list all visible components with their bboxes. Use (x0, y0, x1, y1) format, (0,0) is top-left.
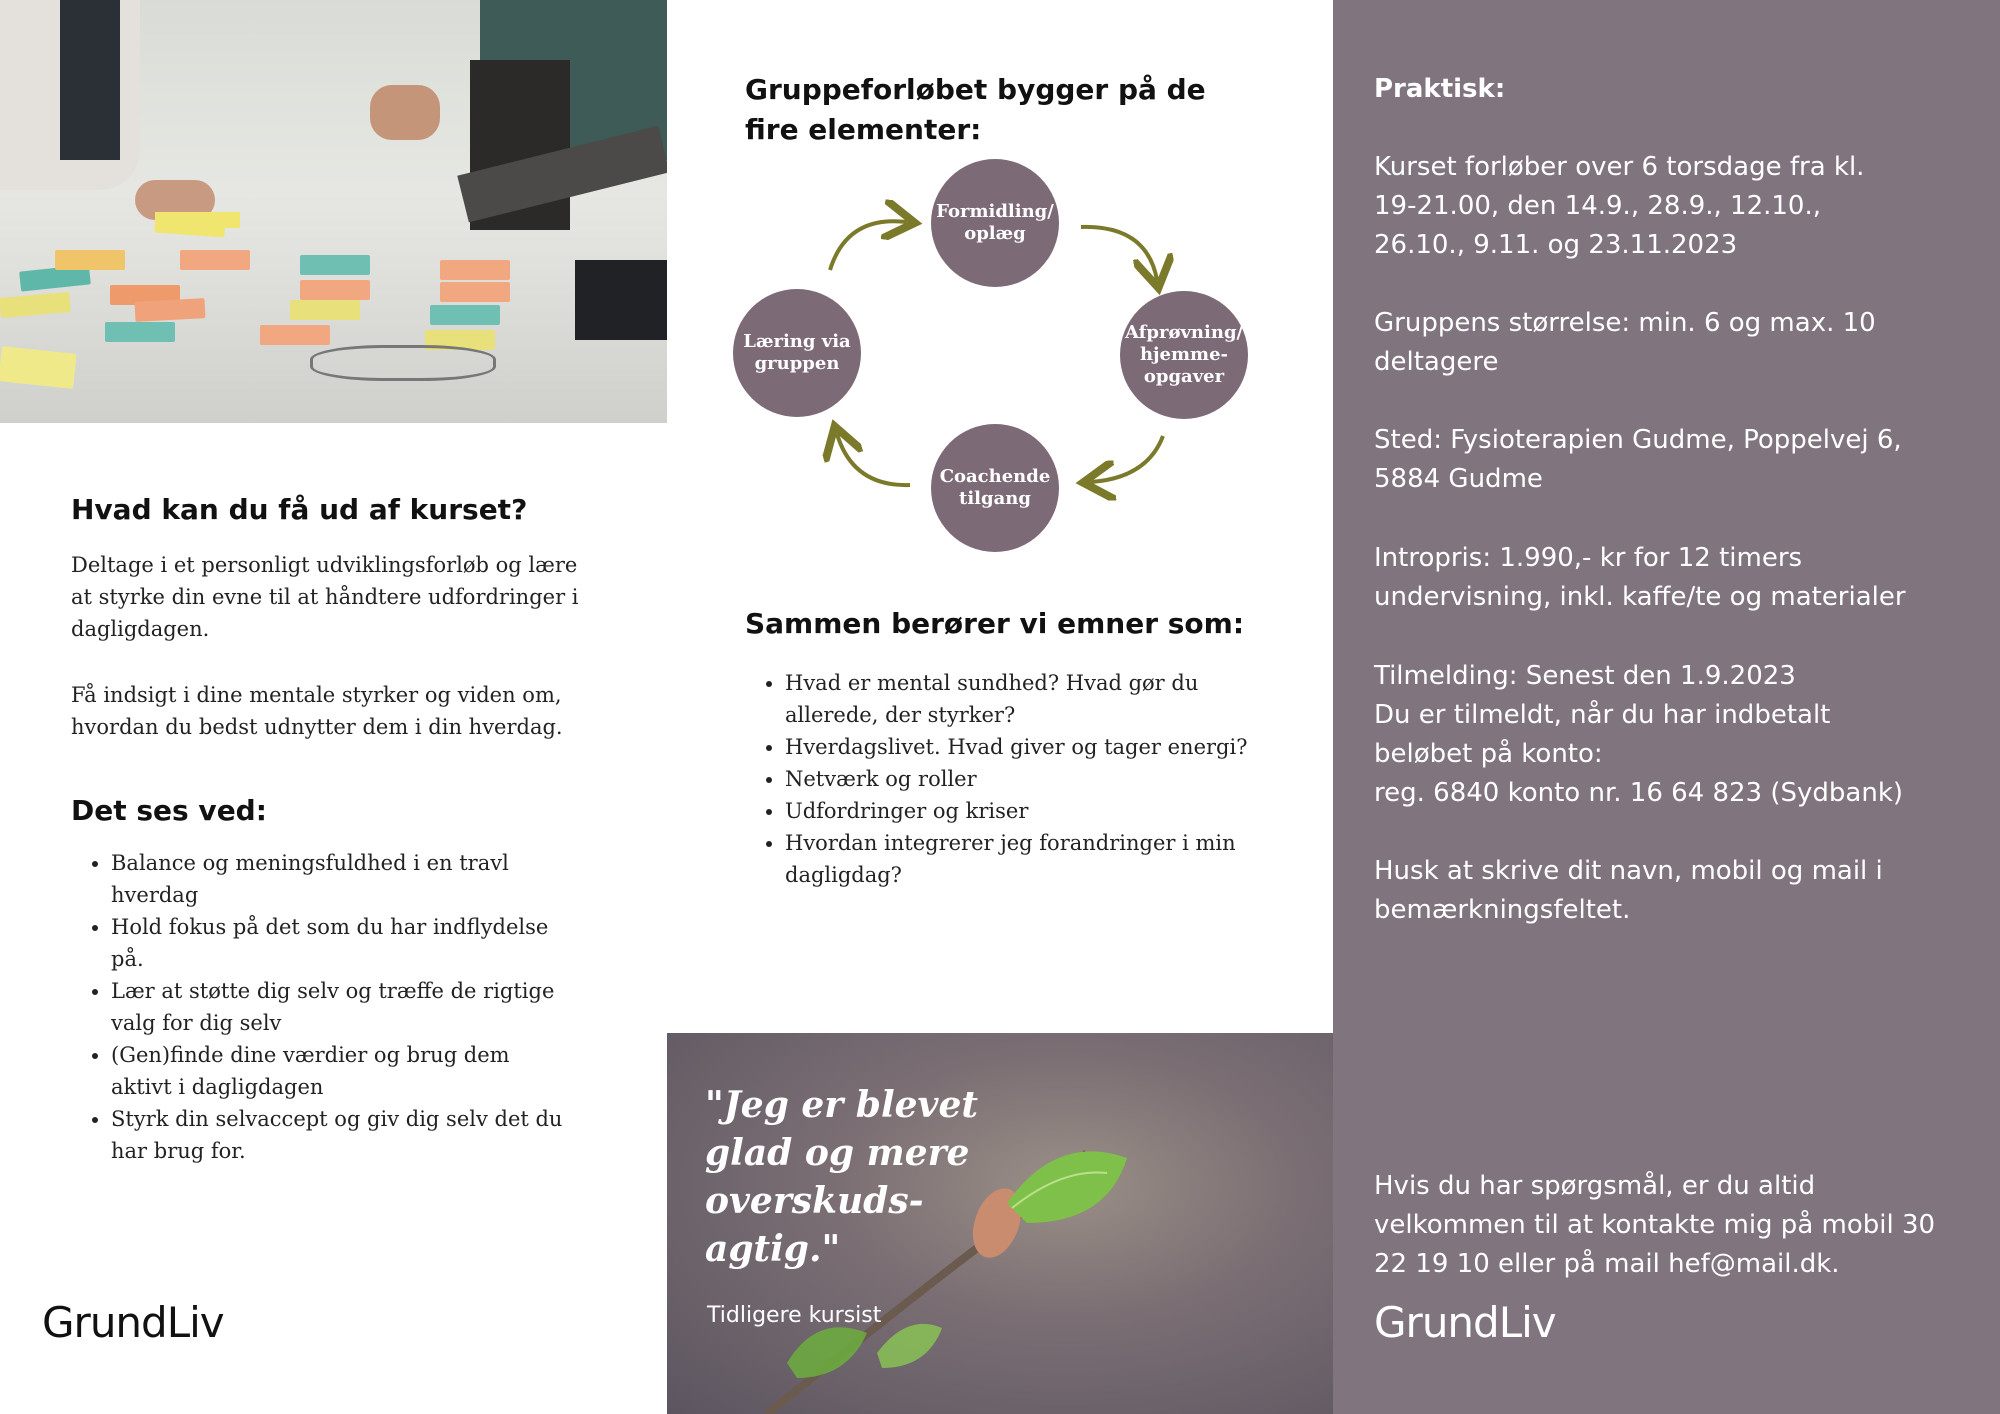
glasses (310, 345, 496, 381)
sticky-note (440, 282, 510, 302)
list-item: • Netværk og roller (785, 763, 1285, 795)
practical-title: Praktisk: (1374, 74, 1506, 104)
schedule-text: Kurset forløber over 6 torsdage fra kl. 19-21.00, den 14.9., 28.9., 12.10., 26.10., 9.11. og 23.11.2023 (1374, 152, 1865, 260)
list-item: • Lær at støtte dig selv og træffe de rigtige valg for dig selv (111, 975, 571, 1039)
arrow-icon (1091, 436, 1163, 482)
topics-heading: Sammen berører vi emner som: (745, 607, 1245, 640)
sticky-note (430, 305, 500, 325)
group-size-text: Gruppens størrelse: min. 6 og max. 10 deltagere (1374, 308, 1876, 377)
leaf (787, 1327, 867, 1378)
course-benefits-paragraph-2: Få indsigt i dine mentale styrker og viden om, hvordan du bedst udnytter dem i din hverdag. (71, 683, 563, 739)
list-item: • Hverdagslivet. Hvad giver og tager energi? (785, 731, 1285, 763)
elements-heading: Gruppeforløbet bygger på de fire elementer: (745, 73, 1206, 146)
price-text: Intropris: 1.990,- kr for 12 timers undervisning, inkl. kaffe/te og materialer (1374, 543, 1906, 612)
arrow-icon (830, 221, 907, 270)
leaf-photo (667, 1033, 1333, 1414)
cycle-step-coachende: Coachende tilgang (931, 424, 1059, 552)
notebook (575, 260, 667, 340)
sticky-note (290, 300, 360, 320)
middle-panel (667, 0, 1333, 1414)
sticky-note (300, 280, 370, 300)
outcomes-list (71, 847, 571, 1167)
list-item: • Hold fokus på det som du har indflydelse på. (111, 911, 571, 975)
workshop-photo (0, 0, 667, 423)
list-item: • Hvad er mental sundhed? Hvad gør du allerede, der styrker? (785, 667, 1285, 731)
bank-account-text: reg. 6840 konto nr. 16 64 823 (Sydbank) (1374, 778, 1904, 808)
arrow-icon (1081, 227, 1157, 280)
list-item: • Balance og meningsfuldhed i en travl hverdag (111, 847, 571, 911)
contact-text: Hvis du har spørgsmål, er du altid velkommen til at kontakte mig på mobil 30 22 19 10 eller på mail hef@mail.dk. (1374, 1171, 1936, 1279)
outcomes-heading: Det ses ved: (71, 794, 267, 827)
sticky-note (260, 325, 330, 345)
sticky-note (440, 260, 510, 280)
cycle-step-afproevning: Afprøvning/ hjemme- opgaver (1120, 291, 1248, 419)
sticky-note (105, 322, 175, 342)
reminder-text: Husk at skrive dit navn, mobil og mail i bemærkningsfeltet. (1374, 856, 1883, 925)
left-panel (0, 0, 667, 1414)
sticky-note-in-hand (155, 212, 240, 228)
cycle-step-formidling: Formidling/ oplæg (931, 159, 1059, 287)
sticky-note (0, 346, 77, 389)
leaf (1007, 1151, 1127, 1223)
testimonial-quote: "Jeg er blevet glad og mere overskuds- agtig." (705, 1084, 979, 1270)
leaf (877, 1324, 942, 1368)
topics-list (745, 667, 1285, 891)
hand-right (370, 85, 440, 140)
course-benefits-paragraph-1: Deltage i et personligt udviklingsforløb og lære at styrke din evne til at håndtere udfordringer i dagligdagen. (71, 553, 579, 641)
signup-payment-text: Du er tilmeldt, når du har indbetalt beløbet på konto: (1374, 700, 1831, 769)
list-item: • Udfordringer og kriser (785, 795, 1285, 827)
person-left-apron (60, 0, 120, 160)
signup-deadline-text: Tilmelding: Senest den 1.9.2023 (1374, 661, 1796, 691)
location-text: Sted: Fysioterapien Gudme, Poppelvej 6, 5884 Gudme (1374, 425, 1902, 494)
sticky-note (300, 255, 370, 275)
arrow-icon (837, 434, 910, 485)
course-benefits-heading: Hvad kan du få ud af kurset? (71, 493, 528, 526)
cycle-step-laering: Læring via gruppen (733, 289, 861, 417)
grundliv-logo: GrundLiv (1374, 1298, 1556, 1347)
right-panel (1333, 0, 2000, 1414)
testimonial-author: Tidligere kursist (707, 1303, 882, 1328)
list-item: • Styrk din selvaccept og giv dig selv det du har brug for. (111, 1103, 571, 1167)
sticky-note (135, 298, 206, 322)
grundliv-logo: GrundLiv (42, 1298, 224, 1347)
sticky-note (180, 250, 250, 270)
list-item: • Hvordan integrerer jeg forandringer i min dagligdag? (785, 827, 1285, 891)
sticky-note (55, 250, 125, 270)
list-item: • (Gen)finde dine værdier og brug dem aktivt i dagligdagen (111, 1039, 571, 1103)
